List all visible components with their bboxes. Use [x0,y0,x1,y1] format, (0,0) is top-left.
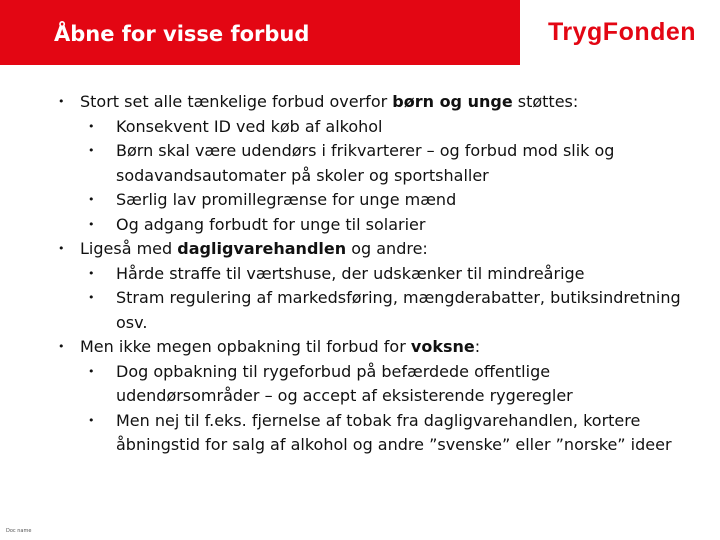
sub-bullet-text: Men nej til f.eks. fjernelse af tobak fra dagligvarehandlen, kortere åbningstid for salg af alkohol og andre ”svenske” eller ”norske” ideer [116,410,672,454]
bullet-emphasis: dagligvarehandlen [177,239,347,258]
bullet-list [58,90,698,458]
trygfonden-logo: TrygFonden [548,18,697,46]
bullet-emphasis: voksne [410,337,475,356]
bullet-text: og andre: [346,239,428,258]
bullet-icon: • [88,217,95,231]
sub-bullet-text: Hårde straffe til værtshuse, der udskænker til mindreårige [116,263,585,283]
sub-bullet-text: Og adgang forbudt for unge til solarier [116,214,426,234]
bullet-text: støttes: [512,92,579,111]
sub-bullet-text: Børn skal være udendørs i frikvarterer – og forbud mod slik og sodavandsautomater på skoler og sportshaller [116,141,615,185]
page-title: Åbne for visse forbud [54,22,310,46]
bullet-emphasis: børn og unge [392,92,513,111]
bullet-item-adults [58,335,698,360]
bullet-icon: • [88,291,95,304]
bullet-icon: • [88,266,95,280]
sub-bullet-text: Konsekvent ID ved køb af alkohol [116,116,383,136]
bullet-text: Men ikke megen opbakning til forbud for [80,337,411,356]
sub-bullet [58,139,698,188]
bullet-icon: • [88,193,95,206]
sub-bullet [58,213,698,238]
sub-bullet [58,409,698,458]
bullet-item-children [58,90,698,115]
bullet-item-retail [58,237,698,262]
sub-bullet-text: Særlig lav promillegrænse for unge mænd [116,190,457,209]
footer-doc-name: Doc name [6,528,32,534]
bullet-text: Stort set alle tænkelige forbud overfor [80,92,393,111]
bullet-icon: • [58,242,65,255]
sub-bullet [58,188,698,213]
sub-bullet [58,286,698,335]
sub-bullet [58,115,698,140]
sub-bullet [58,262,698,287]
bullet-icon: • [88,119,95,133]
bullet-text: : [474,337,481,356]
sub-bullet-text: Dog opbakning til rygeforbud på befærdede offentlige udendørsområder – og accept af eksisterende rygeregler [116,361,573,405]
bullet-text: Ligeså med [80,239,178,258]
bullet-icon: • [88,413,95,427]
bullet-icon: • [58,95,65,108]
bullet-icon: • [88,144,95,157]
sub-bullet-text: Stram regulering af markedsføring, mængderabatter, butiksindretning osv. [116,288,681,332]
bullet-icon: • [88,364,95,378]
bullet-icon: • [58,340,65,353]
sub-bullet [58,360,698,409]
